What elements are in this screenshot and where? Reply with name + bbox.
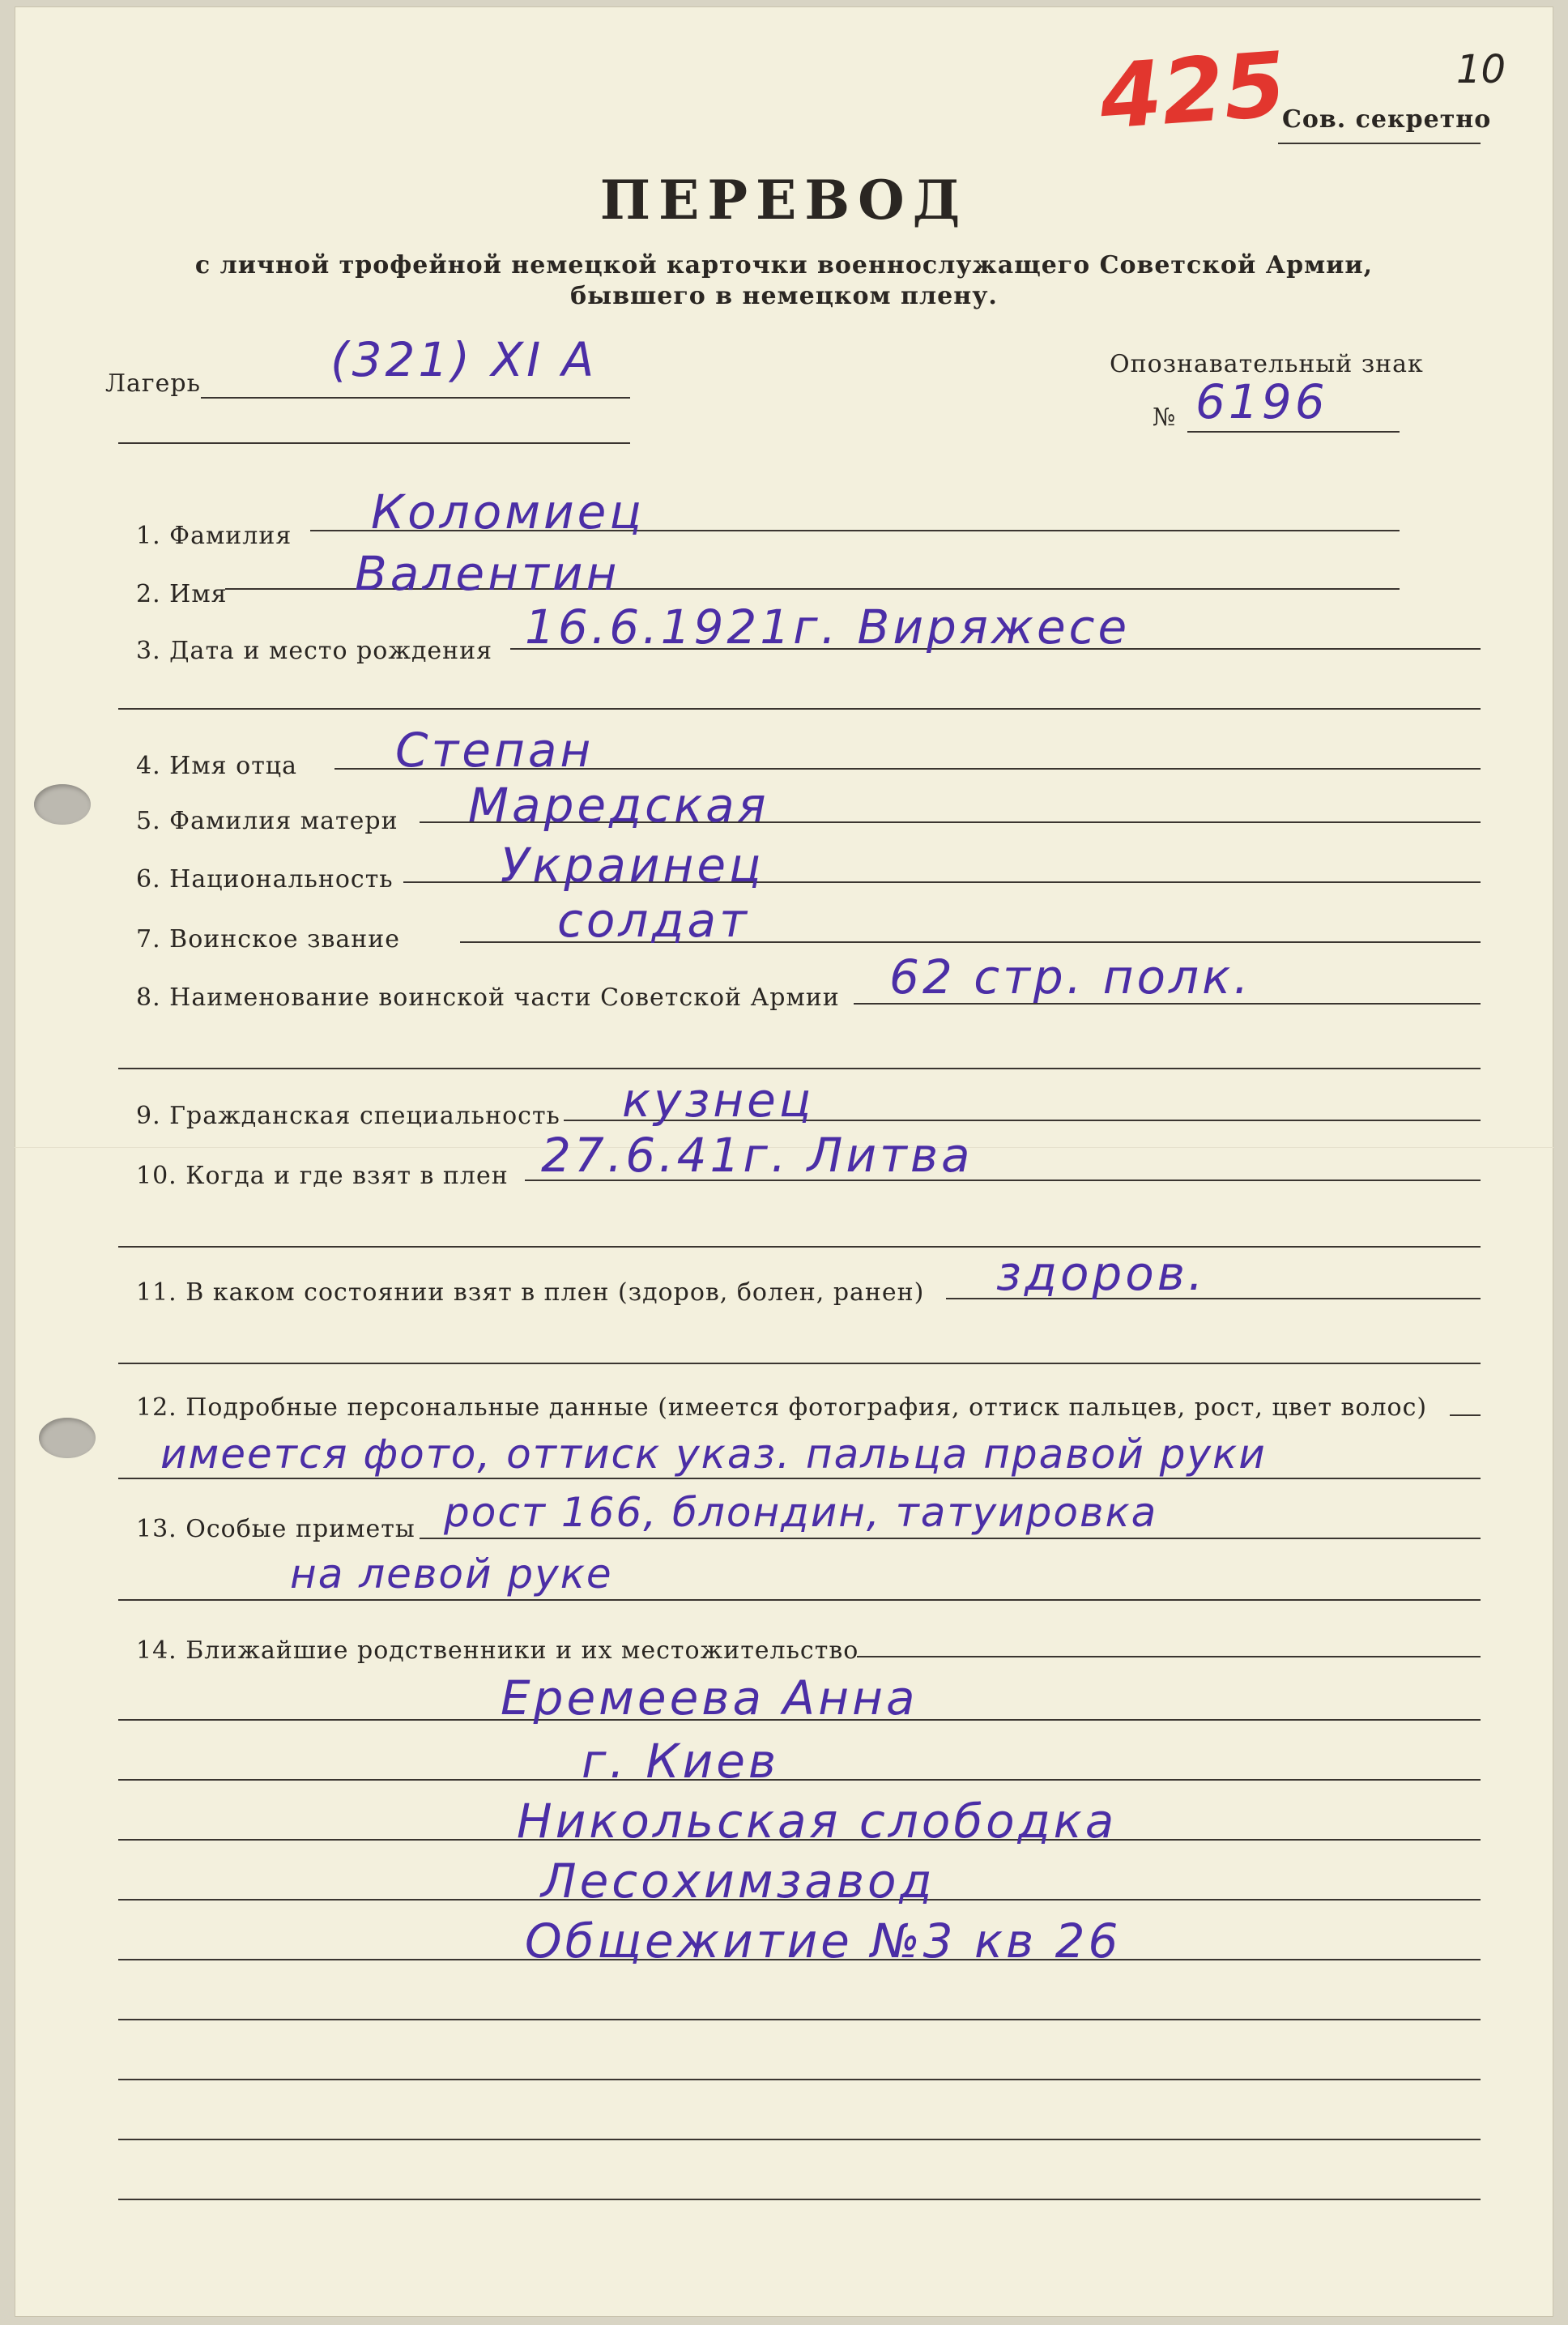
field-14-label: 14. Ближайшие родственники и их местожительство <box>136 1636 859 1665</box>
field-13-value: рост 166, блондин, татуировка <box>444 1489 1158 1536</box>
id-line <box>1187 431 1400 433</box>
field-8-label: 8. Наименование воинской части Советской Армии <box>136 983 840 1012</box>
field-10-label: 10. Когда и где взят в плен <box>136 1162 509 1190</box>
field-13-value-2: на левой руке <box>290 1551 613 1598</box>
field-4-value: Степан <box>395 723 594 778</box>
camp-line-2 <box>118 442 630 444</box>
field-8-value: 62 стр. полк. <box>889 949 1252 1005</box>
relative-line-4: Лесохимзавод <box>541 1854 935 1909</box>
field-5-label: 5. Фамилия матери <box>136 807 398 835</box>
rule-8 <box>118 2139 1481 2140</box>
document-sheet <box>15 6 1553 2317</box>
field-9-label: 9. Гражданская специальность <box>136 1102 560 1130</box>
field-7-value: солдат <box>557 893 750 948</box>
camp-value: (321) XI A <box>330 332 598 387</box>
document-subtitle-2: бывшего в немецком плену. <box>570 282 998 310</box>
secrecy-underline <box>1278 143 1481 144</box>
field-2-label: 2. Имя <box>136 580 228 608</box>
field-12-value: имеется фото, оттиск указ. пальца правой руки <box>160 1431 1267 1478</box>
field-11-line-2 <box>118 1363 1481 1364</box>
field-9-value: кузнец <box>622 1073 815 1128</box>
relative-line-1: Еремеева Анна <box>501 1670 918 1726</box>
rule-2 <box>118 1779 1481 1781</box>
field-8-line-2 <box>118 1068 1481 1069</box>
field-13-line-2 <box>118 1599 1481 1601</box>
relative-line-3: Никольская слободка <box>517 1794 1118 1849</box>
secrecy-stamp: Сов. секретно <box>1282 105 1492 134</box>
rule-6 <box>118 2019 1481 2020</box>
field-5-value: Маредская <box>468 778 769 833</box>
field-14-line <box>857 1656 1481 1657</box>
page-number: 10 <box>1456 47 1506 92</box>
field-1-value: Коломиец <box>371 484 645 540</box>
id-label: Опознавательный знак <box>1110 350 1424 378</box>
punch-hole-bottom <box>39 1418 96 1458</box>
field-4-label: 4. Имя отца <box>136 752 297 780</box>
id-prefix: № <box>1153 403 1177 432</box>
field-12-label: 12. Подробные персональные данные (имеется фотография, оттиск пальцев, рост, цвет волос) <box>136 1393 1428 1422</box>
punch-hole-top <box>34 784 91 825</box>
field-10-value: 27.6.41г. Литва <box>541 1128 974 1183</box>
field-11-label: 11. В каком состоянии взят в плен (здоров, болен, ранен) <box>136 1278 925 1307</box>
camp-line <box>201 397 630 399</box>
rule-7 <box>118 2079 1481 2080</box>
id-value: 6196 <box>1195 374 1328 429</box>
field-2-value: Валентин <box>355 546 620 601</box>
red-number: 425 <box>1096 32 1289 149</box>
rule-9 <box>118 2199 1481 2200</box>
field-6-label: 6. Национальность <box>136 865 394 894</box>
field-13-line <box>420 1538 1481 1539</box>
relative-line-2: г. Киев <box>582 1734 780 1789</box>
document-title: ПЕРЕВОД <box>599 169 969 232</box>
camp-label: Лагерь <box>105 369 201 398</box>
field-12-line-2 <box>118 1478 1481 1479</box>
relative-line-5: Общежитие №3 кв 26 <box>525 1913 1122 1969</box>
field-3-label: 3. Дата и место рождения <box>136 637 493 665</box>
field-6-value: Украинец <box>501 838 765 893</box>
field-1-label: 1. Фамилия <box>136 522 292 550</box>
field-3-value: 16.6.1921г. Виряжесе <box>525 599 1131 655</box>
field-13-label: 13. Особые приметы <box>136 1515 415 1543</box>
document-subtitle-1: с личной трофейной немецкой карточки военнослужащего Советской Армии, <box>194 251 1374 279</box>
field-12-line <box>1450 1414 1481 1416</box>
field-10-line-2 <box>118 1246 1481 1248</box>
field-11-value: здоров. <box>996 1246 1207 1301</box>
field-7-label: 7. Воинское звание <box>136 925 401 953</box>
field-3-line-2 <box>118 708 1481 710</box>
